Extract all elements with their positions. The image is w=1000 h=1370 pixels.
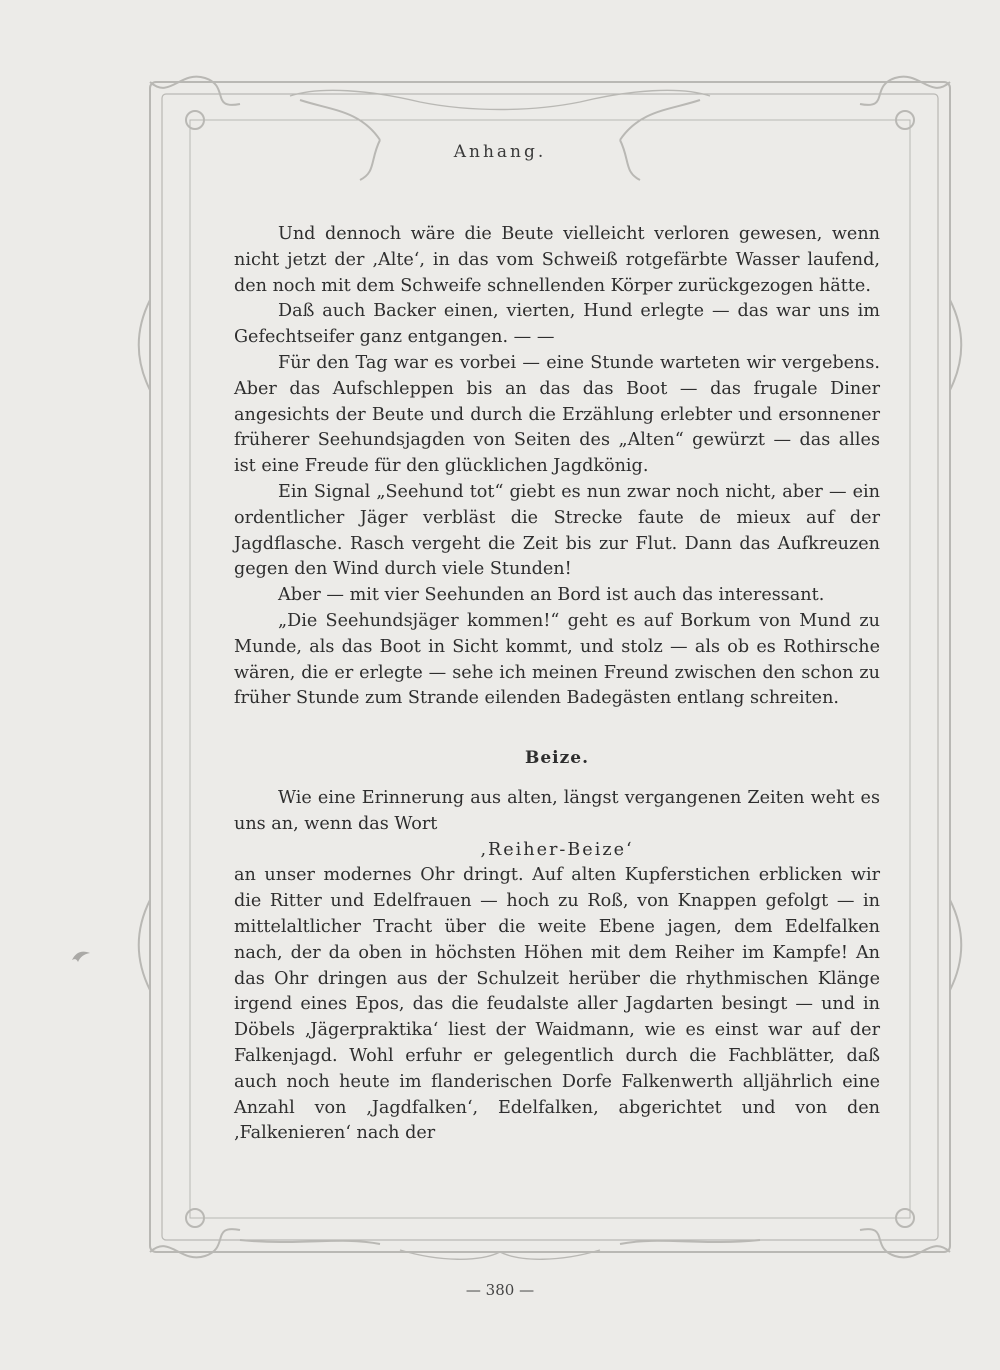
body-text [234,222,880,1147]
section-heading: Beize. [524,748,590,769]
running-header: Anhang. [453,142,547,162]
section-continuation: an unser modernes Ohr dringt. Auf alten Kupferstichen erblicken wir die Ritter und Edelfrauen — hoch zu Roß, von Knappen gefolgt — in mittelaltlicher Tracht über die weite Ebene jagen, dem Edelfalken nach, der da oben in höchsten Höhen mit dem Reiher im Kampfe! An das Ohr dringen aus der Schulzeit herüber die rhythmischen Klänge irgend eines Epos, das die feudalste aller Jagdarten besingt — und in Döbels ‚Jägerpraktika‘ liest der Waidmann, wie es einst war auf der Falkenjagd. Wohl erfuhr er gelegentlich durch die Fachblätter, daß auch noch heute im flanderischen Dorfe Falkenwerth alljährlich eine Anzahl von ‚Jagdfalken‘, Edelfalken, abgerichtet und von den ‚Falkenieren‘ nach der [234,865,880,1144]
paragraph: Für den Tag war es vorbei — eine Stunde warteten wir vergebens. Aber das Aufschleppen bis an das das Boot — das frugale Diner angesichts der Beute und durch die Erzählung erlebter und ersonnener früherer Seehundsjagden von Seiten des „Alten“ gewürzt — das alles ist eine Freude für den glücklichen Jagdkönig. [234,352,880,477]
paragraph: „Die Seehundsjäger kommen!“ geht es auf Borkum von Mund zu Munde, als das Boot in Sicht kommt, und stolz — als ob es Rothirsche wären, die er erlegte — sehe ich meinen Freund zwischen den schon zu früher Stunde zum Strande eilenden Badegästen entlang schreiten. [234,610,880,709]
section-intro: Wie eine Erinnerung aus alten, längst vergangenen Zeiten weht es uns an, wenn das Wort [234,787,880,834]
paragraph: Ein Signal „Seehund tot“ giebt es nun zwar noch nicht, aber — ein ordentlicher Jäger verbläst die Strecke faute de mieux auf der Jagdflasche. Rasch vergeht die Zeit bis zur Flut. Dann das Aufkreuzen gegen den Wind durch viele Stunden! [234,481,880,580]
ink-smudge-mark [70,948,92,964]
paragraph: Und dennoch wäre die Beute vielleicht verloren gewesen, wenn nicht jetzt der ‚Alte‘, in das vom Schweiß rotgefärbte Wasser laufend, den noch mit dem Schweife schnellenden Körper zurückgezogen hätte. [234,224,880,296]
page-number: — 380 — [465,1281,535,1299]
paragraph: Aber — mit vier Seehunden an Bord ist auch das interessant. [278,585,825,606]
paragraph: Daß auch Backer einen, vierten, Hund erlegte — das war uns im Gefechtseifer ganz entgangen. — — [234,301,880,348]
section-term: ‚Reiher-Beize‘ [480,839,634,860]
